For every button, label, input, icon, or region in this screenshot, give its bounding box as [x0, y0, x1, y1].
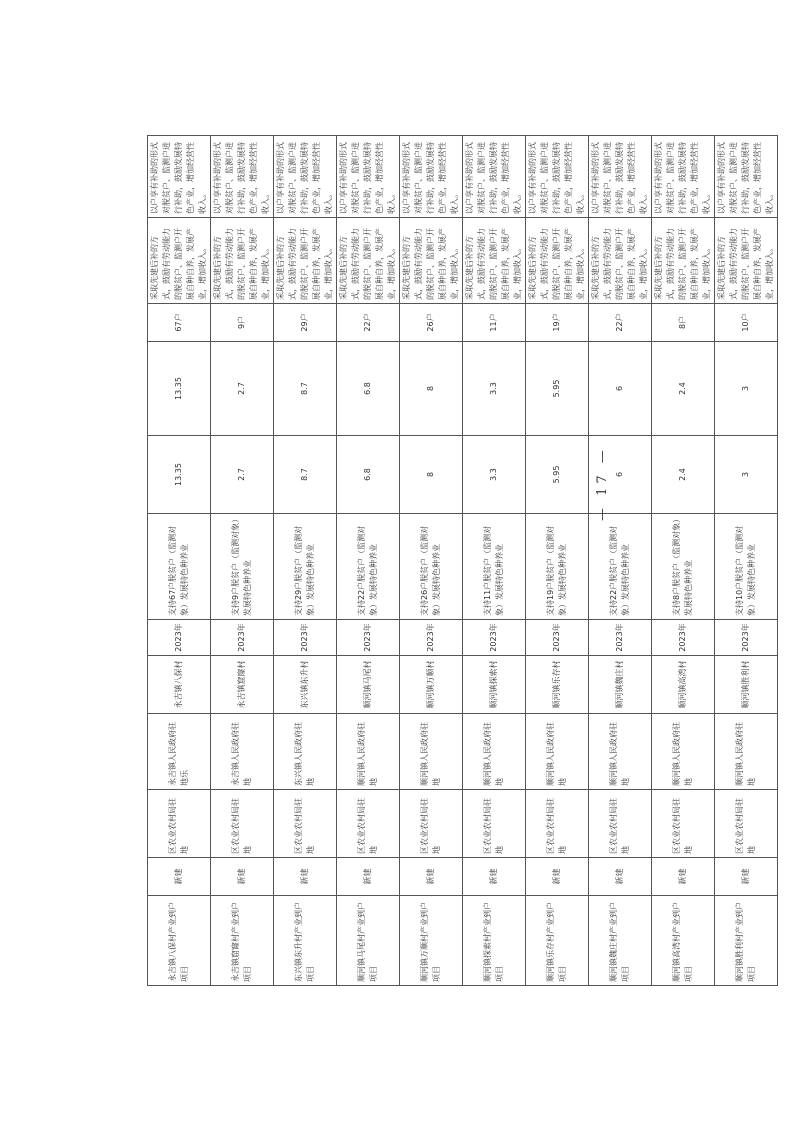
cell-fund-total: 6: [589, 436, 652, 514]
cell-fund-central: 3: [715, 342, 778, 436]
cell-households: 19户: [526, 304, 589, 342]
cell-project: 顺河镇乐存村产业到户项目: [526, 896, 589, 986]
cell-dept: 区农业农村局驻地: [589, 790, 652, 858]
cell-type: 新建: [589, 858, 652, 896]
table-row: [526, 136, 589, 986]
table-row: [148, 136, 211, 986]
cell-project: 顺河镇马尾村产业到户项目: [337, 896, 400, 986]
cell-benefit: 以户享有补助的形式对脱贫户、监测户进行补助，鼓励发展特色产业，增加经营性收入。: [337, 136, 400, 218]
cell-households: 67户: [148, 304, 211, 342]
cell-benefit: 以户享有补助的形式对脱贫户、监测户进行补助，鼓励发展特色产业，增加经营性收入。: [589, 136, 652, 218]
cell-content: 支持10户脱贫户（监测对象）发展特色种养业: [715, 514, 778, 620]
cell-content: 支持9户脱贫户（监测对象）发展特色种养业: [211, 514, 274, 620]
cell-project: 东兴镇东升村产业到户项目: [274, 896, 337, 986]
cell-fund-total: 2.7: [211, 436, 274, 514]
cell-dept: 区农业农村局驻地: [211, 790, 274, 858]
cell-mechanism: 采取先建后补的方式，鼓励有劳动能力的脱贫户、监测户开展自种自养，发展产业，增加收入。: [526, 218, 589, 304]
table-row: [274, 136, 337, 986]
cell-fund-central: 2.4: [652, 342, 715, 436]
cell-fund-central: 3.3: [463, 342, 526, 436]
cell-households: 9户: [211, 304, 274, 342]
cell-content: 支持26户脱贫户（监测对象）发展特色种养业: [400, 514, 463, 620]
cell-year: 2023年: [526, 620, 589, 656]
cell-village: 顺河镇高湾村: [652, 656, 715, 714]
cell-village: 永吉镇窟窿村: [211, 656, 274, 714]
cell-content: 支持22户脱贫户（监测对象）发展特色种养业: [589, 514, 652, 620]
cell-type: 新建: [274, 858, 337, 896]
cell-year: 2023年: [652, 620, 715, 656]
cell-households: 11户: [463, 304, 526, 342]
cell-dept: 区农业农村局驻地: [463, 790, 526, 858]
table-row: [463, 136, 526, 986]
cell-village: 顺河镇探索村: [463, 656, 526, 714]
cell-mechanism: 采取先建后补的方式，鼓励有劳动能力的脱贫户、监测户开展自种自养，发展产业，增加收入。: [463, 218, 526, 304]
cell-year: 2023年: [211, 620, 274, 656]
cell-town: 永吉镇人民政府驻地乐: [148, 714, 211, 790]
cell-project: 顺河镇高湾村产业到户项目: [652, 896, 715, 986]
cell-dept: 区农业农村局驻地: [274, 790, 337, 858]
cell-village: 顺河镇乐存村: [526, 656, 589, 714]
cell-content: 支持8户脱贫户（监测对象）发展特色种养业: [652, 514, 715, 620]
cell-mechanism: 采取先建后补的方式，鼓励有劳动能力的脱贫户、监测户开展自种自养，发展产业，增加收入。: [148, 218, 211, 304]
cell-town: 顺河镇人民政府驻地: [526, 714, 589, 790]
table-row: [400, 136, 463, 986]
cell-type: 新建: [148, 858, 211, 896]
cell-households: 10户: [715, 304, 778, 342]
cell-dept: 区农业农村局驻地: [715, 790, 778, 858]
cell-year: 2023年: [463, 620, 526, 656]
cell-fund-total: 13.35: [148, 436, 211, 514]
cell-type: 新建: [400, 858, 463, 896]
cell-content: 支持19户脱贫户（监测对象）发展特色种养业: [526, 514, 589, 620]
cell-year: 2023年: [337, 620, 400, 656]
cell-type: 新建: [337, 858, 400, 896]
cell-town: 顺河镇人民政府驻地: [400, 714, 463, 790]
cell-dept: 区农业农村局驻地: [526, 790, 589, 858]
cell-fund-central: 13.35: [148, 342, 211, 436]
cell-type: 新建: [526, 858, 589, 896]
cell-town: 顺河镇人民政府驻地: [337, 714, 400, 790]
cell-village: 顺河镇马尾村: [337, 656, 400, 714]
cell-fund-total: 5.95: [526, 436, 589, 514]
project-table: [147, 135, 778, 986]
cell-mechanism: 采取先建后补的方式，鼓励有劳动能力的脱贫户、监测户开展自种自养，发展产业，增加收入。: [211, 218, 274, 304]
table-row: [589, 136, 652, 986]
cell-type: 新建: [211, 858, 274, 896]
cell-project: 永吉镇窟窿村产业到户项目: [211, 896, 274, 986]
cell-type: 新建: [463, 858, 526, 896]
table-row: [715, 136, 778, 986]
cell-benefit: 以户享有补助的形式对脱贫户、监测户进行补助，鼓励发展特色产业，增加经营性收入。: [400, 136, 463, 218]
cell-dept: 区农业农村局驻地: [652, 790, 715, 858]
cell-village: 顺河镇魏庄村: [589, 656, 652, 714]
cell-fund-central: 2.7: [211, 342, 274, 436]
cell-mechanism: 采取先建后补的方式，鼓励有劳动能力的脱贫户、监测户开展自种自养，发展产业，增加收入。: [589, 218, 652, 304]
cell-households: 22户: [589, 304, 652, 342]
cell-dept: 区农业农村局驻地: [337, 790, 400, 858]
cell-benefit: 以户享有补助的形式对脱贫户、监测户进行补助，鼓励发展特色产业，增加经营性收入。: [211, 136, 274, 218]
cell-year: 2023年: [715, 620, 778, 656]
cell-fund-central: 6.8: [337, 342, 400, 436]
cell-fund-central: 8.7: [274, 342, 337, 436]
cell-fund-central: 5.95: [526, 342, 589, 436]
cell-project: 顺河镇魏庄村产业到户项目: [589, 896, 652, 986]
table-row: [337, 136, 400, 986]
cell-year: 2023年: [274, 620, 337, 656]
cell-fund-total: 3.3: [463, 436, 526, 514]
cell-fund-total: 8.7: [274, 436, 337, 514]
cell-type: 新建: [652, 858, 715, 896]
cell-project: 顺河镇万顺村产业到户项目: [400, 896, 463, 986]
cell-households: 22户: [337, 304, 400, 342]
cell-benefit: 以户享有补助的形式对脱贫户、监测户进行补助，鼓励发展特色产业，增加经营性收入。: [715, 136, 778, 218]
cell-benefit: 以户享有补助的形式对脱贫户、监测户进行补助，鼓励发展特色产业，增加经营性收入。: [148, 136, 211, 218]
cell-dept: 区农业农村局驻地: [400, 790, 463, 858]
cell-content: 支持67户脱贫户（监测对象）发展特色种养业: [148, 514, 211, 620]
cell-town: 顺河镇人民政府驻地: [463, 714, 526, 790]
cell-town: 永吉镇人民政府驻地: [211, 714, 274, 790]
cell-mechanism: 采取先建后补的方式，鼓励有劳动能力的脱贫户、监测户开展自种自养，发展产业，增加收入。: [337, 218, 400, 304]
cell-content: 支持11户脱贫户（监测对象）发展特色种养业: [463, 514, 526, 620]
table-row: [652, 136, 715, 986]
cell-type: 新建: [715, 858, 778, 896]
cell-fund-central: 8: [400, 342, 463, 436]
cell-project: 顺河镇胜利村产业到户项目: [715, 896, 778, 986]
cell-village: 东兴镇东升村: [274, 656, 337, 714]
cell-year: 2023年: [400, 620, 463, 656]
cell-fund-total: 3: [715, 436, 778, 514]
cell-benefit: 以户享有补助的形式对脱贫户、监测户进行补助，鼓励发展特色产业，增加经营性收入。: [652, 136, 715, 218]
cell-project: 永吉镇八保村产业到户项目: [148, 896, 211, 986]
cell-town: 顺河镇人民政府驻地: [715, 714, 778, 790]
cell-benefit: 以户享有补助的形式对脱贫户、监测户进行补助，鼓励发展特色产业，增加经营性收入。: [526, 136, 589, 218]
cell-mechanism: 采取先建后补的方式，鼓励有劳动能力的脱贫户、监测户开展自种自养，发展产业，增加收入。: [274, 218, 337, 304]
cell-content: 支持22户脱贫户（监测对象）发展特色种养业: [337, 514, 400, 620]
cell-village: 永吉镇八保村: [148, 656, 211, 714]
page-number: — 17 —: [595, 446, 610, 521]
cell-fund-total: 6.8: [337, 436, 400, 514]
cell-households: 8户: [652, 304, 715, 342]
table-body: [148, 136, 778, 986]
cell-benefit: 以户享有补助的形式对脱贫户、监测户进行补助，鼓励发展特色产业，增加经营性收入。: [274, 136, 337, 218]
cell-town: 东兴镇人民政府驻地: [274, 714, 337, 790]
cell-village: 顺河镇胜利村: [715, 656, 778, 714]
table-row: [211, 136, 274, 986]
cell-town: 顺河镇人民政府驻地: [589, 714, 652, 790]
cell-dept: 区农业农村局驻地: [148, 790, 211, 858]
cell-fund-central: 6: [589, 342, 652, 436]
cell-fund-total: 2.4: [652, 436, 715, 514]
cell-mechanism: 采取先建后补的方式，鼓励有劳动能力的脱贫户、监测户开展自种自养，发展产业，增加收入。: [715, 218, 778, 304]
cell-project: 顺河镇探索村产业到户项目: [463, 896, 526, 986]
cell-mechanism: 采取先建后补的方式，鼓励有劳动能力的脱贫户、监测户开展自种自养，发展产业，增加收入。: [652, 218, 715, 304]
cell-households: 26户: [400, 304, 463, 342]
cell-mechanism: 采取先建后补的方式，鼓励有劳动能力的脱贫户、监测户开展自种自养，发展产业，增加收入。: [400, 218, 463, 304]
cell-year: 2023年: [148, 620, 211, 656]
cell-village: 顺河镇万顺村: [400, 656, 463, 714]
cell-content: 支持29户脱贫户（监测对象）发展特色种养业: [274, 514, 337, 620]
cell-town: 顺河镇人民政府驻地: [652, 714, 715, 790]
cell-year: 2023年: [589, 620, 652, 656]
cell-benefit: 以户享有补助的形式对脱贫户、监测户进行补助，鼓励发展特色产业，增加经营性收入。: [463, 136, 526, 218]
cell-fund-total: 8: [400, 436, 463, 514]
cell-households: 29户: [274, 304, 337, 342]
